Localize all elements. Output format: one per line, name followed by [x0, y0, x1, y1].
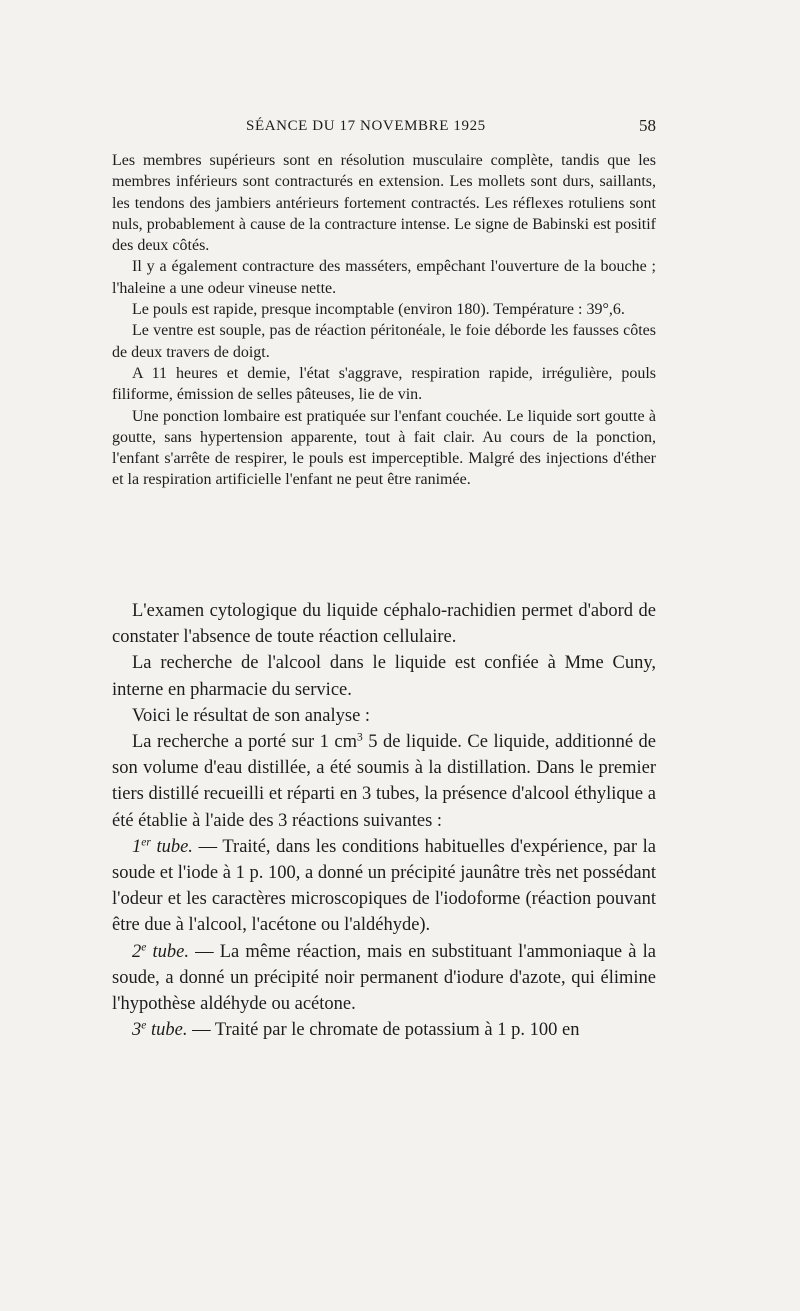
paragraph-tube-2	[112, 939, 656, 1018]
page-number: 58	[639, 116, 656, 135]
analysis-section	[112, 598, 656, 1043]
paragraph: Voici le résultat de son analyse :	[132, 705, 371, 726]
paragraph: A 11 heures et demie, l'état s'aggrave, respiration rapide, irrégulière, pouls filiforme, émission de selles pâteuses, lie de vin.	[112, 364, 656, 404]
tube-number: 3	[132, 1020, 142, 1041]
paragraph: Il y a également contracture des masséters, empêchant l'ouverture de la bouche ; l'haleine a une odeur vineuse nette.	[112, 258, 656, 297]
header-title: SÉANCE DU 17 NOVEMBRE 1925	[246, 118, 486, 134]
tube-label: tube.	[150, 836, 193, 857]
tube-label: tube.	[146, 1020, 188, 1041]
running-header	[112, 118, 656, 144]
text: — Traité par le chromate de potassium à 1 p. 100 en	[187, 1020, 580, 1041]
superscript: e	[141, 1019, 147, 1032]
paragraph: La recherche de l'alcool dans le liquide est confiée à Mme Cuny, interne en pharmacie du service.	[112, 653, 656, 700]
text: — La même réaction, mais en substituant l'ammoniaque à la soude, a donné un précipité noir permanent d'iodure d'azote, qui élimine l'hypothèse aldéhyde ou acétone.	[112, 941, 656, 1015]
paragraph: Une ponction lombaire est pratiquée sur l'enfant couchée. Le liquide sort goutte à goutte, sans hypertension apparente, tout à fait clair. Au cours de la ponction, l'enfant s'arrête de respirer, le pouls est imperceptible. Malgré des injections d'éther et la respiration artificielle l'enfant ne peut être ranimée.	[112, 407, 656, 489]
superscript: e	[141, 941, 147, 954]
text: La recherche a porté sur 1 cm	[132, 732, 358, 753]
superscript: 3	[357, 731, 363, 744]
text: 5 de liquide. Ce liquide, additionné de son volume d'eau distillée, a été soumis à la distillation. Dans le premier tiers distillé recueilli et réparti en 3 tubes, la présence d'alcool éthylique a été établie à l'aide des 3 réactions suivantes :	[112, 732, 657, 831]
paragraph: Le pouls est rapide, presque incomptable (environ 180). Température : 39°,6.	[132, 301, 625, 319]
superscript: er	[141, 836, 151, 849]
text: — Traité, dans les conditions habituelles d'expérience, par la soude et l'iode à 1 p. 100, a donné un précipité jaunâtre très net possédant l'odeur et les caractères microscopiques de l'iodoforme (réaction pouvant être due à l'alcool, l'acétone ou l'aldéhyde).	[112, 836, 656, 936]
tube-number: 1	[132, 836, 142, 857]
paragraph: L'examen cytologique du liquide céphalo-rachidien permet d'abord de constater l'absence de toute réaction cellulaire.	[112, 601, 656, 648]
paragraph: Les membres supérieurs sont en résolution musculaire complète, tandis que les membres inférieurs sont contracturés en extension. Les mollets sont durs, saillants, les tendons des jambiers antérieurs fortement contractés. Les réflexes rotuliens sont nuls, probablement à cause de la contracture intense. Le signe de Babinski est positif des deux côtés.	[112, 152, 656, 255]
tube-label: tube.	[146, 941, 189, 962]
tube-number: 2	[132, 941, 142, 962]
paragraph: Le ventre est souple, pas de réaction péritonéale, le foie déborde les fausses côtes de deux travers de doigt.	[112, 322, 656, 361]
clinical-notes	[112, 150, 656, 491]
paragraph-analysis	[112, 729, 656, 834]
paragraph-tube-3	[112, 1017, 656, 1043]
paragraph-tube-1	[112, 834, 656, 939]
